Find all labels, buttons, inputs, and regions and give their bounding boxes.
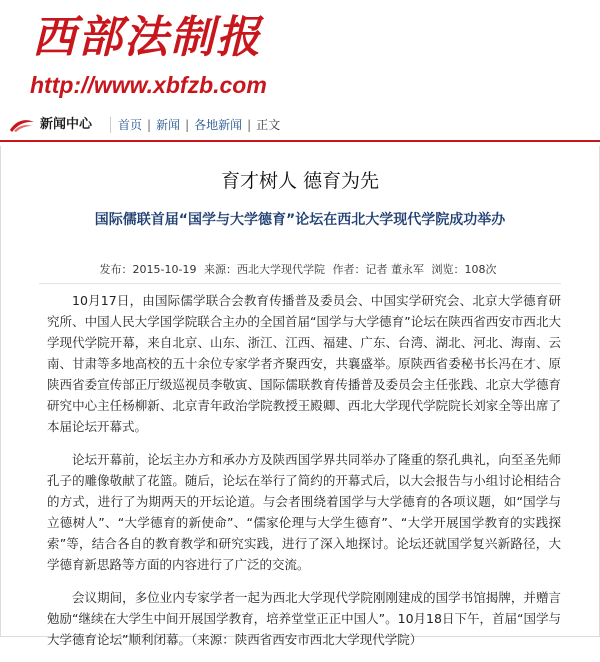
article-paragraph: 会议期间，多位业内专家学者一起为西北大学现代学院刚刚建成的国学书馆揭牌，并赠言勉励“继续在大学生中间开展国学教育，培养堂堂正正中国人”。10月18日下午，首届“国学与大学德育论坛”顺利闭幕。（来源：陕西省西安市西北大学现代学院） (47, 590, 561, 647)
article-headline: 育才树人 德育为先 (220, 170, 380, 192)
masthead (0, 0, 600, 106)
logo-title: 西部法制报 (32, 12, 262, 63)
breadcrumb-separator: | (185, 118, 190, 132)
article-author: 作者：记者 董永军 (332, 263, 424, 276)
breadcrumb (118, 116, 280, 134)
article-paragraph: 10月17日，由国际儒学联合会教育传播普及委员会、中国实学研究会、北京大学德育研究所、中国人民大学国学院联合主办的全国首届“国学与大学德育”论坛在陕西省西安市西北大学现代学院开幕，来自北京、山东、浙江、江西、福建、广东、台湾、湖北、河北、海南、云南、甘肃等多地高校的五十余位专家学者齐聚西安，共襄盛举。原陕西省委秘书长冯在才、原陕西省委宣传部正厅级巡视员李敬寅、国际儒联教育传播普及委员会主任张践、北京大学德育研究中心主任杨柳新、北京青年政治学院教授王殿卿、西北大学现代学院院长刘家全等出席了本届论坛开幕式。 (47, 293, 561, 434)
nav-divider (110, 117, 111, 133)
section-title: 新闻中心 (40, 117, 93, 132)
breadcrumb-local-news[interactable]: 各地新闻 (194, 118, 243, 132)
breadcrumb-news[interactable]: 新闻 (156, 118, 181, 132)
site-logo[interactable] (22, 6, 272, 102)
article-paragraph: 论坛开幕前，论坛主办方和承办方及陕西国学界共同举办了隆重的祭孔典礼，向至圣先师孔子的雕像敬献了花篮。随后，论坛在举行了简约的开幕式后，以大会报告与小组讨论相结合的方式，进行了为期两天的开坛论道。与会者围绕着国学与大学德育的各项议题，如“国学与立德树人”、“大学德育的新使命”、“儒家伦理与大学生德育”、“大学开展国学教育的实践探索”等，结合各自的教育教学和研究实践，进行了深入地探讨。论坛还就国学复兴新路径，大学德育新思路等方面的内容进行了广泛的交流。 (47, 452, 561, 572)
article-subheadline: 国际儒联首届“国学与大学德育”论坛在西北大学现代学院成功举办 (94, 212, 506, 228)
breadcrumb-separator: | (247, 118, 252, 132)
breadcrumb-home[interactable]: 首页 (118, 118, 143, 132)
view-count: 浏览：108次 (431, 263, 497, 276)
article-meta (1, 262, 599, 278)
breadcrumb-current: 正文 (256, 118, 281, 132)
article-source: 来源：西北大学现代学院 (203, 263, 325, 276)
news-swoosh-icon (8, 116, 36, 134)
article-body (47, 290, 561, 662)
nav-bar (0, 110, 600, 142)
publish-date: 发布：2015-10-19 (99, 263, 197, 276)
logo-url: http://www.xbfzb.com (30, 72, 267, 98)
article-container (0, 146, 600, 647)
meta-divider (39, 283, 561, 284)
breadcrumb-separator: | (147, 118, 152, 132)
